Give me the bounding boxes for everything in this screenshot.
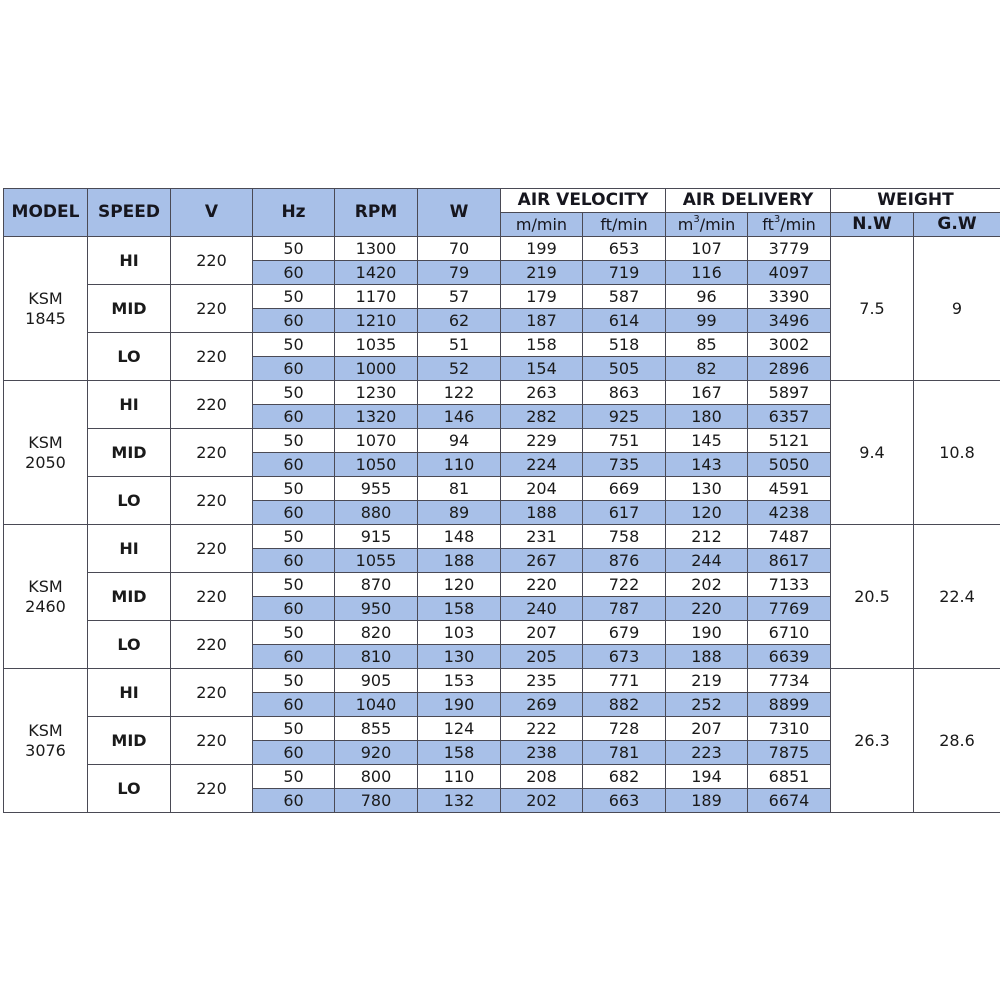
velocity-ft-min-value: 758 <box>583 525 666 549</box>
delivery-ft3-min-value: 4238 <box>748 501 831 525</box>
delivery-m3-min-value: 252 <box>666 693 748 717</box>
delivery-ft3-min-value: 8617 <box>748 549 831 573</box>
velocity-m-min-value: 220 <box>501 573 583 597</box>
speed-label: MID <box>88 717 171 765</box>
velocity-m-min-value: 238 <box>501 741 583 765</box>
velocity-ft-min-value: 682 <box>583 765 666 789</box>
hz-value: 50 <box>253 333 335 357</box>
rpm-value: 1000 <box>335 357 418 381</box>
velocity-m-min-value: 199 <box>501 237 583 261</box>
model-name-line2: 3076 <box>25 740 66 760</box>
hz-value: 60 <box>253 357 335 381</box>
speed-label: LO <box>88 333 171 381</box>
velocity-ft-min-value: 882 <box>583 693 666 717</box>
delivery-ft3-min-value: 6357 <box>748 405 831 429</box>
header-air-delivery: AIR DELIVERY <box>666 189 831 213</box>
gross-weight-value: 10.8 <box>914 381 1000 525</box>
watt-value: 122 <box>418 381 501 405</box>
speed-label: LO <box>88 621 171 669</box>
watt-value: 132 <box>418 789 501 813</box>
watt-value: 51 <box>418 333 501 357</box>
watt-value: 103 <box>418 621 501 645</box>
delivery-m3-min-value: 116 <box>666 261 748 285</box>
rpm-value: 1420 <box>335 261 418 285</box>
watt-value: 89 <box>418 501 501 525</box>
model-name-line2: 1845 <box>25 308 66 328</box>
table-body <box>4 237 1000 813</box>
delivery-m3-min-value: 188 <box>666 645 748 669</box>
rpm-value: 1300 <box>335 237 418 261</box>
rpm-value: 1070 <box>335 429 418 453</box>
velocity-m-min-value: 282 <box>501 405 583 429</box>
model-name-line1: KSM <box>28 720 63 740</box>
velocity-m-min-value: 205 <box>501 645 583 669</box>
delivery-ft3-min-value: 3002 <box>748 333 831 357</box>
velocity-ft-min-value: 787 <box>583 597 666 621</box>
gross-weight-value: 9 <box>914 237 1000 381</box>
velocity-m-min-value: 204 <box>501 477 583 501</box>
velocity-ft-min-value: 669 <box>583 477 666 501</box>
delivery-ft3-min-value: 3390 <box>748 285 831 309</box>
delivery-m3-min-value: 207 <box>666 717 748 741</box>
hz-value: 60 <box>253 693 335 717</box>
rpm-value: 1320 <box>335 405 418 429</box>
hz-value: 50 <box>253 525 335 549</box>
model-name-line1: KSM <box>28 432 63 452</box>
hz-value: 60 <box>253 597 335 621</box>
voltage-value: 220 <box>171 429 253 477</box>
velocity-ft-min-value: 679 <box>583 621 666 645</box>
delivery-m3-min-value: 180 <box>666 405 748 429</box>
velocity-m-min-value: 229 <box>501 429 583 453</box>
hz-value: 60 <box>253 309 335 333</box>
rpm-value: 800 <box>335 765 418 789</box>
rpm-value: 1210 <box>335 309 418 333</box>
delivery-ft3-min-value: 5121 <box>748 429 831 453</box>
delivery-m3-min-value: 167 <box>666 381 748 405</box>
delivery-ft3-min-value: 7133 <box>748 573 831 597</box>
velocity-m-min-value: 179 <box>501 285 583 309</box>
voltage-value: 220 <box>171 237 253 285</box>
velocity-m-min-value: 202 <box>501 789 583 813</box>
rpm-value: 905 <box>335 669 418 693</box>
velocity-m-min-value: 235 <box>501 669 583 693</box>
delivery-m3-min-value: 99 <box>666 309 748 333</box>
delivery-m3-min-value: 82 <box>666 357 748 381</box>
delivery-ft3-min-value: 3496 <box>748 309 831 333</box>
watt-value: 188 <box>418 549 501 573</box>
header-watt: W <box>418 189 501 237</box>
hz-value: 60 <box>253 645 335 669</box>
delivery-m3-min-value: 143 <box>666 453 748 477</box>
header-model: MODEL <box>4 189 88 237</box>
delivery-m3-min-value: 96 <box>666 285 748 309</box>
rpm-value: 1055 <box>335 549 418 573</box>
voltage-value: 220 <box>171 765 253 813</box>
rpm-value: 855 <box>335 717 418 741</box>
delivery-m3-min-value: 190 <box>666 621 748 645</box>
velocity-m-min-value: 187 <box>501 309 583 333</box>
delivery-m3-min-value: 189 <box>666 789 748 813</box>
delivery-ft3-min-value: 8899 <box>748 693 831 717</box>
header-ft-per-min: ft/min <box>583 213 666 237</box>
delivery-ft3-min-value: 6674 <box>748 789 831 813</box>
velocity-ft-min-value: 587 <box>583 285 666 309</box>
speed-label: HI <box>88 381 171 429</box>
speed-label: LO <box>88 477 171 525</box>
rpm-value: 1050 <box>335 453 418 477</box>
watt-value: 190 <box>418 693 501 717</box>
watt-value: 158 <box>418 741 501 765</box>
velocity-ft-min-value: 663 <box>583 789 666 813</box>
voltage-value: 220 <box>171 669 253 717</box>
header-rpm: RPM <box>335 189 418 237</box>
header-m3-per-min: $m^3/\min$ <box>666 213 748 237</box>
velocity-m-min-value: 207 <box>501 621 583 645</box>
velocity-m-min-value: 208 <box>501 765 583 789</box>
model-cell <box>4 381 88 525</box>
speed-label: LO <box>88 765 171 813</box>
velocity-ft-min-value: 673 <box>583 645 666 669</box>
hz-value: 50 <box>253 237 335 261</box>
voltage-value: 220 <box>171 333 253 381</box>
delivery-ft3-min-value: 4591 <box>748 477 831 501</box>
header-speed: SPEED <box>88 189 171 237</box>
delivery-m3-min-value: 120 <box>666 501 748 525</box>
delivery-ft3-min-value: 7310 <box>748 717 831 741</box>
table-row <box>4 669 1000 693</box>
hz-value: 50 <box>253 573 335 597</box>
hz-value: 60 <box>253 405 335 429</box>
gross-weight-value: 22.4 <box>914 525 1000 669</box>
rpm-value: 870 <box>335 573 418 597</box>
velocity-ft-min-value: 751 <box>583 429 666 453</box>
model-name-line2: 2460 <box>25 596 66 616</box>
voltage-value: 220 <box>171 573 253 621</box>
delivery-ft3-min-value: 7875 <box>748 741 831 765</box>
watt-value: 81 <box>418 477 501 501</box>
rpm-value: 950 <box>335 597 418 621</box>
delivery-ft3-min-value: 7769 <box>748 597 831 621</box>
velocity-ft-min-value: 925 <box>583 405 666 429</box>
delivery-ft3-min-value: 2896 <box>748 357 831 381</box>
velocity-m-min-value: 158 <box>501 333 583 357</box>
rpm-value: 920 <box>335 741 418 765</box>
rpm-value: 820 <box>335 621 418 645</box>
hz-value: 50 <box>253 285 335 309</box>
net-weight-value: 26.3 <box>831 669 914 813</box>
watt-value: 158 <box>418 597 501 621</box>
hz-value: 60 <box>253 501 335 525</box>
velocity-ft-min-value: 735 <box>583 453 666 477</box>
voltage-value: 220 <box>171 477 253 525</box>
delivery-m3-min-value: 220 <box>666 597 748 621</box>
rpm-value: 915 <box>335 525 418 549</box>
velocity-m-min-value: 219 <box>501 261 583 285</box>
speed-label: HI <box>88 669 171 717</box>
delivery-ft3-min-value: 6851 <box>748 765 831 789</box>
hz-value: 60 <box>253 789 335 813</box>
watt-value: 94 <box>418 429 501 453</box>
velocity-ft-min-value: 518 <box>583 333 666 357</box>
delivery-ft3-min-value: 6639 <box>748 645 831 669</box>
delivery-m3-min-value: 212 <box>666 525 748 549</box>
watt-value: 120 <box>418 573 501 597</box>
watt-value: 52 <box>418 357 501 381</box>
hz-value: 50 <box>253 621 335 645</box>
velocity-m-min-value: 222 <box>501 717 583 741</box>
hz-value: 50 <box>253 669 335 693</box>
gross-weight-value: 28.6 <box>914 669 1000 813</box>
model-name-line2: 2050 <box>25 452 66 472</box>
watt-value: 146 <box>418 405 501 429</box>
watt-value: 62 <box>418 309 501 333</box>
delivery-ft3-min-value: 4097 <box>748 261 831 285</box>
header-m-per-min: m/min <box>501 213 583 237</box>
header-net-weight: N.W <box>831 213 914 237</box>
rpm-value: 1170 <box>335 285 418 309</box>
voltage-value: 220 <box>171 381 253 429</box>
header-gross-weight: G.W <box>914 213 1000 237</box>
rpm-value: 880 <box>335 501 418 525</box>
hz-value: 50 <box>253 477 335 501</box>
table-row <box>4 237 1000 261</box>
velocity-m-min-value: 224 <box>501 453 583 477</box>
velocity-m-min-value: 154 <box>501 357 583 381</box>
watt-value: 130 <box>418 645 501 669</box>
delivery-ft3-min-value: 5050 <box>748 453 831 477</box>
model-name-line1: KSM <box>28 288 63 308</box>
velocity-ft-min-value: 653 <box>583 237 666 261</box>
watt-value: 153 <box>418 669 501 693</box>
watt-value: 110 <box>418 453 501 477</box>
velocity-m-min-value: 269 <box>501 693 583 717</box>
watt-value: 79 <box>418 261 501 285</box>
hz-value: 60 <box>253 549 335 573</box>
velocity-ft-min-value: 722 <box>583 573 666 597</box>
hz-value: 50 <box>253 717 335 741</box>
speed-label: MID <box>88 429 171 477</box>
speed-label: HI <box>88 525 171 573</box>
velocity-m-min-value: 240 <box>501 597 583 621</box>
delivery-m3-min-value: 219 <box>666 669 748 693</box>
delivery-ft3-min-value: 7487 <box>748 525 831 549</box>
velocity-ft-min-value: 876 <box>583 549 666 573</box>
velocity-ft-min-value: 728 <box>583 717 666 741</box>
hz-value: 50 <box>253 381 335 405</box>
velocity-ft-min-value: 614 <box>583 309 666 333</box>
voltage-value: 220 <box>171 717 253 765</box>
delivery-m3-min-value: 244 <box>666 549 748 573</box>
delivery-ft3-min-value: 3779 <box>748 237 831 261</box>
delivery-ft3-min-value: 6710 <box>748 621 831 645</box>
velocity-m-min-value: 267 <box>501 549 583 573</box>
header-weight: WEIGHT <box>831 189 1000 213</box>
model-cell <box>4 525 88 669</box>
delivery-m3-min-value: 202 <box>666 573 748 597</box>
header-voltage: V <box>171 189 253 237</box>
delivery-m3-min-value: 145 <box>666 429 748 453</box>
watt-value: 124 <box>418 717 501 741</box>
delivery-ft3-min-value: 7734 <box>748 669 831 693</box>
header-air-velocity: AIR VELOCITY <box>501 189 666 213</box>
speed-label: HI <box>88 237 171 285</box>
delivery-m3-min-value: 107 <box>666 237 748 261</box>
hz-value: 50 <box>253 429 335 453</box>
voltage-value: 220 <box>171 621 253 669</box>
rpm-value: 1040 <box>335 693 418 717</box>
rpm-value: 1035 <box>335 333 418 357</box>
watt-value: 70 <box>418 237 501 261</box>
hz-value: 60 <box>253 741 335 765</box>
header-ft3-per-min: $ft^3/\min$ <box>748 213 831 237</box>
hz-value: 50 <box>253 765 335 789</box>
speed-label: MID <box>88 285 171 333</box>
watt-value: 110 <box>418 765 501 789</box>
net-weight-value: 9.4 <box>831 381 914 525</box>
velocity-m-min-value: 188 <box>501 501 583 525</box>
velocity-ft-min-value: 863 <box>583 381 666 405</box>
table-row <box>4 381 1000 405</box>
velocity-ft-min-value: 781 <box>583 741 666 765</box>
fan-spec-table <box>3 188 1000 813</box>
rpm-value: 810 <box>335 645 418 669</box>
rpm-value: 955 <box>335 477 418 501</box>
velocity-ft-min-value: 771 <box>583 669 666 693</box>
model-cell <box>4 669 88 813</box>
rpm-value: 780 <box>335 789 418 813</box>
speed-label: MID <box>88 573 171 621</box>
hz-value: 60 <box>253 261 335 285</box>
hz-value: 60 <box>253 453 335 477</box>
net-weight-value: 20.5 <box>831 525 914 669</box>
velocity-m-min-value: 231 <box>501 525 583 549</box>
velocity-m-min-value: 263 <box>501 381 583 405</box>
velocity-ft-min-value: 719 <box>583 261 666 285</box>
net-weight-value: 7.5 <box>831 237 914 381</box>
delivery-m3-min-value: 194 <box>666 765 748 789</box>
voltage-value: 220 <box>171 525 253 573</box>
delivery-ft3-min-value: 5897 <box>748 381 831 405</box>
voltage-value: 220 <box>171 285 253 333</box>
delivery-m3-min-value: 223 <box>666 741 748 765</box>
watt-value: 148 <box>418 525 501 549</box>
delivery-m3-min-value: 85 <box>666 333 748 357</box>
watt-value: 57 <box>418 285 501 309</box>
delivery-m3-min-value: 130 <box>666 477 748 501</box>
rpm-value: 1230 <box>335 381 418 405</box>
model-cell <box>4 237 88 381</box>
table-row <box>4 525 1000 549</box>
header-hz: Hz <box>253 189 335 237</box>
velocity-ft-min-value: 617 <box>583 501 666 525</box>
model-name-line1: KSM <box>28 576 63 596</box>
velocity-ft-min-value: 505 <box>583 357 666 381</box>
